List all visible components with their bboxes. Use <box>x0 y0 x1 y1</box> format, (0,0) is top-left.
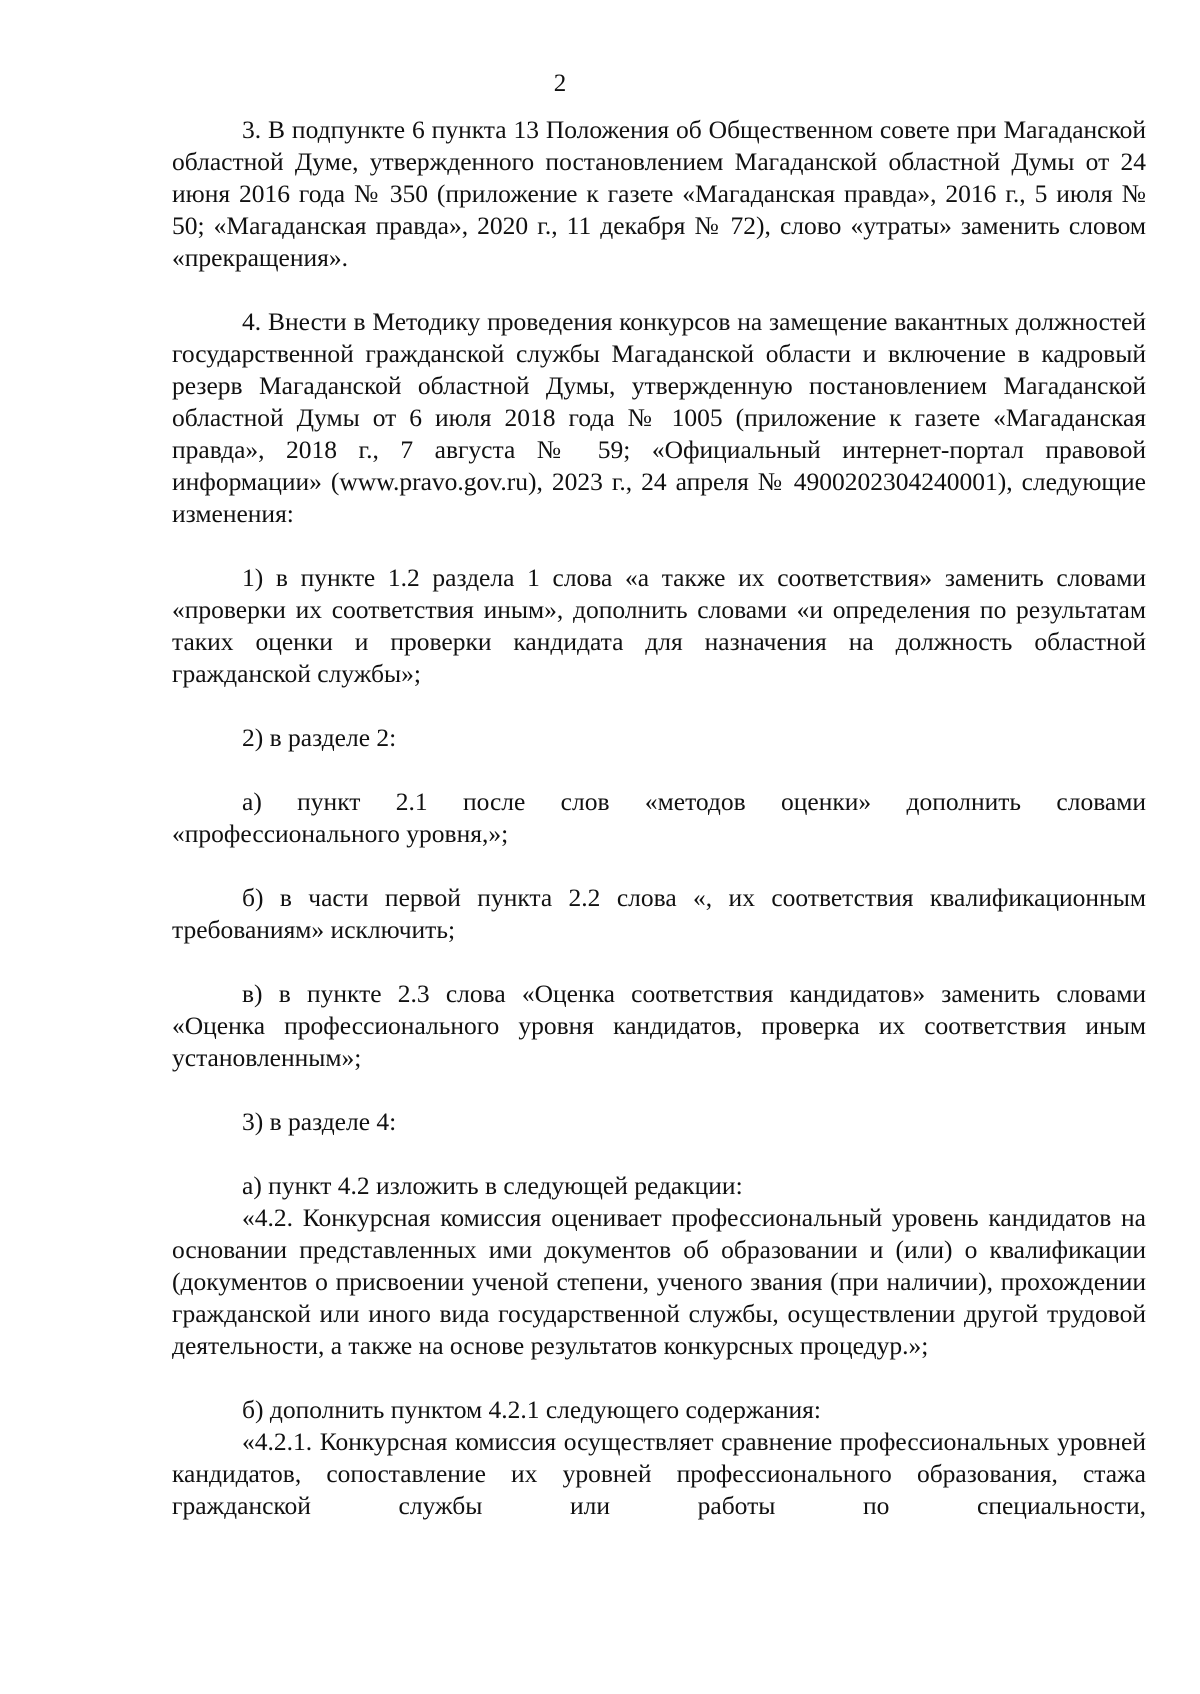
page-number: 2 <box>553 70 567 97</box>
paragraph-3: 3. В подпункте 6 пункта 13 Положения об Общественном совете при Магаданской областной Думе, утвержденного постановлением Магаданской областной Думы от 24 июня 2016 года № 350 (приложение к газете «Магаданская правда», 2016 г., 5 июля № 50; «Магаданская правда», 2020 г., 11 декабря № 72), слово «утраты» заменить словом «прекращения». <box>172 115 1146 272</box>
amendment-4-3-b: б) дополнить пунктом 4.2.1 следующего содержания: <box>242 1395 821 1424</box>
amendment-4-1: 1) в пункте 1.2 раздела 1 слова «а также их соответствия» заменить словами «проверки их соответствия иным», дополнить словами «и определения по результатам таких оценки и проверки кандидата для назначения на должность областной гражданской службы»; <box>172 563 1146 688</box>
amendment-4-2-a: а) пункт 2.1 после слов «методов оценки» дополнить словами «профессионального уровня,»; <box>172 787 1146 848</box>
amendment-4-2-b: б) в части первой пункта 2.2 слова «, их соответствия квалификационным требованиям» исключить; <box>172 883 1146 944</box>
amendment-4-3-a: а) пункт 4.2 изложить в следующей редакции: <box>242 1171 743 1200</box>
paragraph-4: 4. Внести в Методику проведения конкурсов на замещение вакантных должностей государственной гражданской службы Магаданской области и включение в кадровый резерв Магаданской областной Думы, утвержденную постановлением Магаданской областной Думы от 6 июля 2018 года № 1005 (приложение к газете «Магаданская правда», 2018 г., 7 августа № 59; «Официальный интернет-портал правовой информации» (www.pravo.gov.ru), 2023 г., 24 апреля № 4900202304240001), следующие изменения: <box>172 307 1146 528</box>
new-clause-4-2: «4.2. Конкурсная комиссия оценивает профессиональный уровень кандидатов на основании представленных ими документов об образовании и (или) о квалификации (документов о присвоении ученой степени, ученого звания (при наличии), прохождении гражданской или иного вида государственной службы, осуществлении другой трудовой деятельности, а также на основе результатов конкурсных процедур.»; <box>172 1203 1146 1360</box>
document-body <box>172 114 1146 1522</box>
amendment-4-3: 3) в разделе 4: <box>242 1107 397 1136</box>
new-clause-4-2-1: «4.2.1. Конкурсная комиссия осуществляет сравнение профессиональных уровней кандидатов, сопоставление их уровней профессионального образования, стажа гражданской службы или работы по специальности, <box>172 1427 1146 1520</box>
amendment-4-2: 2) в разделе 2: <box>242 723 397 752</box>
amendment-4-2-c: в) в пункте 2.3 слова «Оценка соответствия кандидатов» заменить словами «Оценка профессионального уровня кандидатов, проверка их соответствия иным установленным»; <box>172 979 1146 1072</box>
